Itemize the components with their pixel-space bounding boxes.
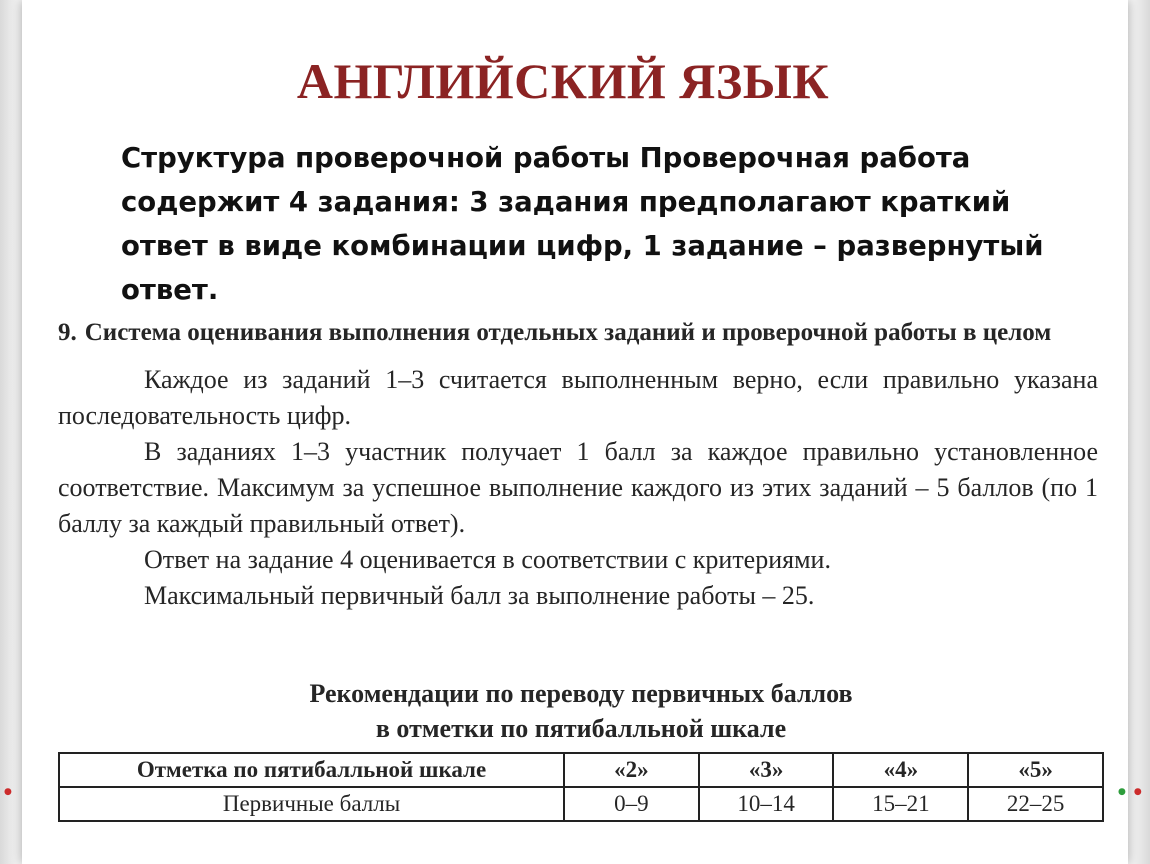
row-cell: 0–9 [564, 787, 699, 821]
paragraph-3: Ответ на задание 4 оценивается в соответствии с критериями. [144, 545, 831, 574]
row-cell: 10–14 [699, 787, 834, 821]
paragraph-1: Каждое из заданий 1–3 считается выполненным верно, если правильно указана последовательность цифр. [58, 365, 1098, 430]
header-cell: «5» [968, 753, 1103, 787]
section-heading-text: Система оценивания выполнения отдельных заданий и проверочной работы в целом [84, 319, 1052, 346]
section-heading [58, 316, 1098, 350]
table-row [59, 787, 1103, 821]
right-edge-dots: ●● [1118, 787, 1150, 797]
score-conversion-table [58, 752, 1104, 822]
header-cell: «4» [833, 753, 968, 787]
paragraph-4: Максимальный первичный балл за выполнение работы – 25. [144, 581, 815, 610]
table-title-line-2: в отметки по пятибалльной шкале [375, 714, 787, 743]
table-title-line-1: Рекомендации по переводу первичных баллов [309, 679, 853, 708]
table-title [58, 676, 1104, 746]
header-cell: «3» [699, 753, 834, 787]
section-number: 9. [58, 319, 77, 346]
paragraph-2: В заданиях 1–3 участник получает 1 балл за каждое правильно установленное соответствие. Максимум за успешное выполнение каждого из этих заданий – 5 баллов (по 1 баллу за каждый правильный ответ). [58, 437, 1098, 538]
left-edge-dots: ● [4, 787, 20, 797]
intro-text: Структура проверочной работы Проверочная работа содержит 4 задания: 3 задания предполагают краткий ответ в виде комбинации цифр, 1 задание – развернутый ответ. [121, 142, 1044, 306]
row-cell: 15–21 [833, 787, 968, 821]
scanned-document [58, 314, 1098, 614]
header-cell: «2» [564, 753, 699, 787]
slide-title: АНГЛИЙСКИЙ ЯЗЫК [296, 53, 830, 109]
row-cell: Первичные баллы [59, 787, 564, 821]
row-cell: 22–25 [968, 787, 1103, 821]
table-header-row [59, 753, 1103, 787]
header-cell: Отметка по пятибалльной шкале [59, 753, 564, 787]
